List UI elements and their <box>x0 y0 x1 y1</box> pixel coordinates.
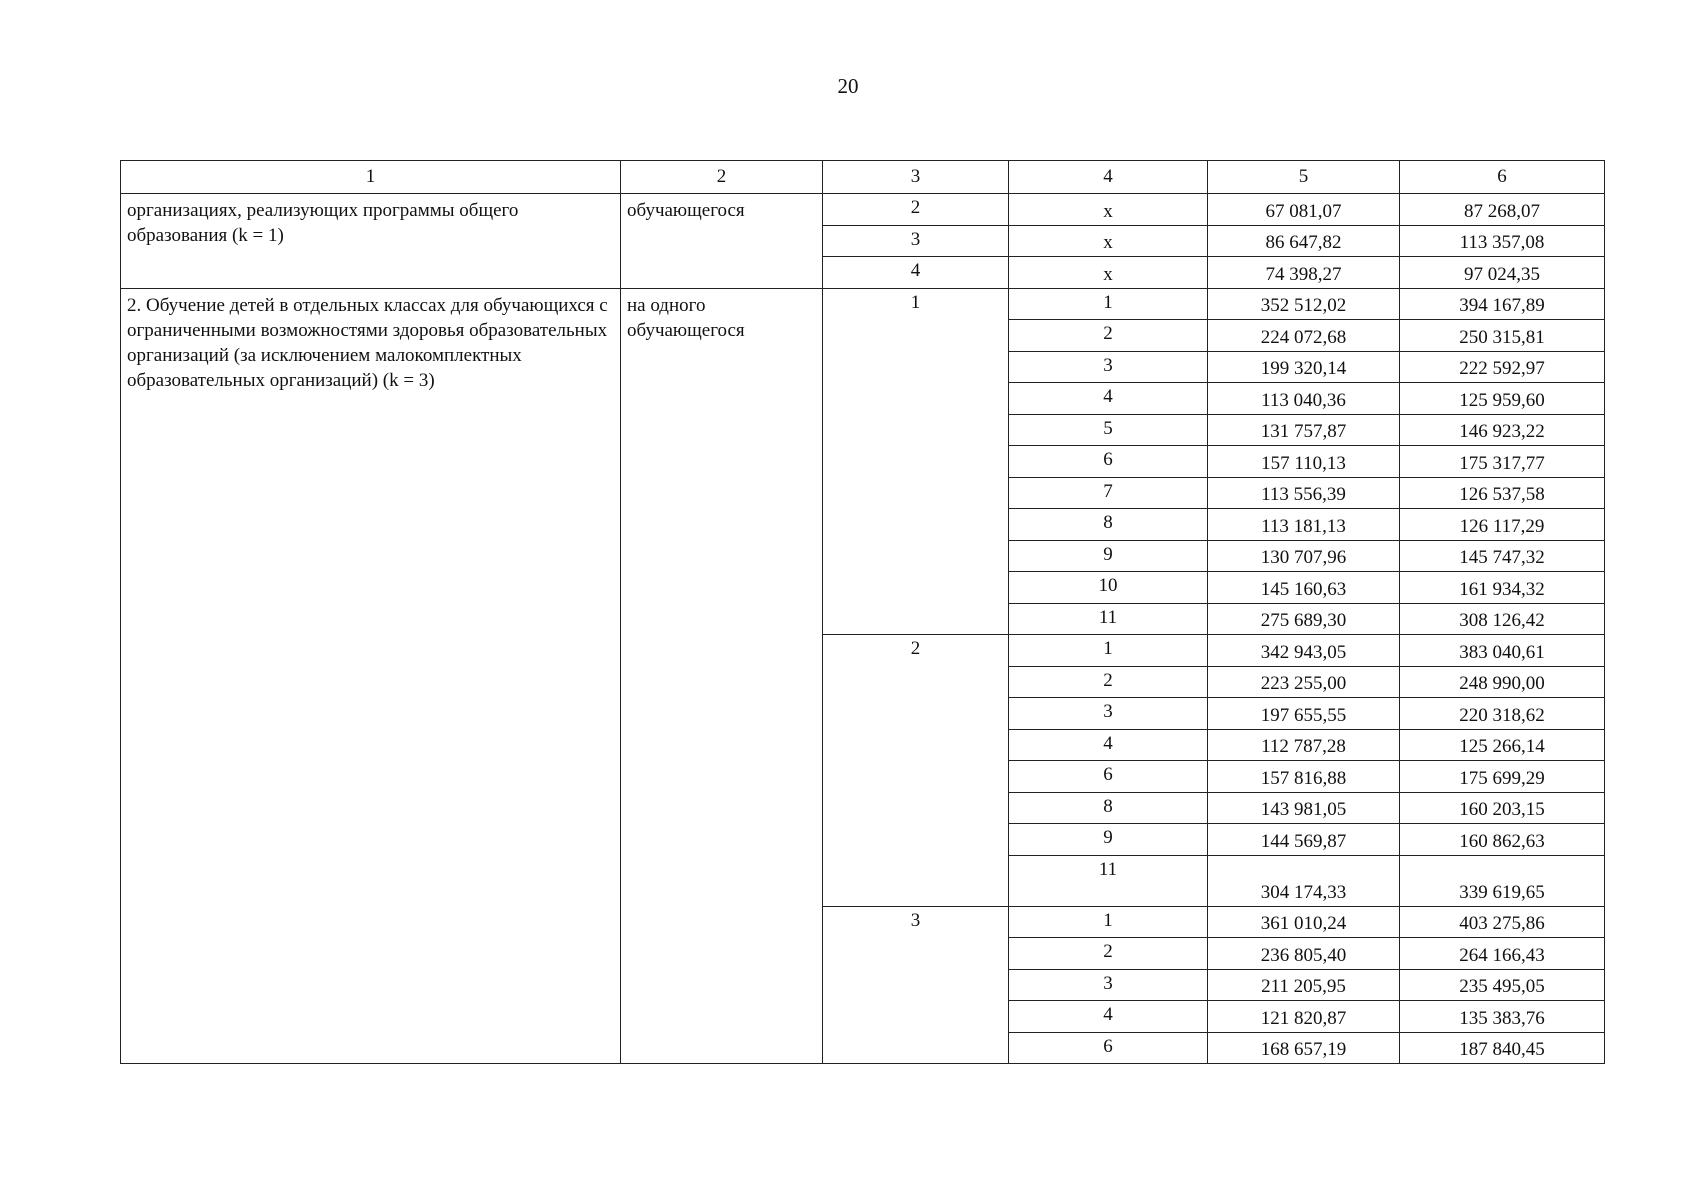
class-cell: 8 <box>1009 792 1208 824</box>
value-cell-col6: 308 126,42 <box>1400 603 1605 635</box>
value-cell-col5: 113 040,36 <box>1208 383 1400 415</box>
block1-col5: 86 647,82 <box>1208 225 1400 257</box>
class-cell: 4 <box>1009 729 1208 761</box>
block2-unit: на одного обучающегося <box>621 288 823 1064</box>
value-cell-col6: 222 592,97 <box>1400 351 1605 383</box>
value-cell-col6: 175 317,77 <box>1400 446 1605 478</box>
class-cell: 3 <box>1009 698 1208 730</box>
group-2-label: 2 <box>823 635 1009 907</box>
value-cell-col6: 145 747,32 <box>1400 540 1605 572</box>
value-cell-col6: 126 117,29 <box>1400 509 1605 541</box>
class-cell: 10 <box>1009 572 1208 604</box>
group-3-label: 3 <box>823 906 1009 1064</box>
block1-col4: х <box>1009 225 1208 257</box>
value-cell-col5: 168 657,19 <box>1208 1032 1400 1064</box>
block1-unit: обучающегося <box>621 194 823 289</box>
block2-description: 2. Обучение детей в отдельных классах для обучающихся с ограниченными возможностями здоровья образовательных организаций (за исключением малокомплектных образовательных организаций) (k = 3) <box>121 288 621 1064</box>
value-cell-col6: 146 923,22 <box>1400 414 1605 446</box>
class-cell: 1 <box>1009 906 1208 938</box>
value-cell-col5: 113 181,13 <box>1208 509 1400 541</box>
value-cell-col6: 394 167,89 <box>1400 288 1605 320</box>
value-cell-col6: 250 315,81 <box>1400 320 1605 352</box>
value-cell-col5: 197 655,55 <box>1208 698 1400 730</box>
header-cell-3: 3 <box>823 161 1009 194</box>
value-cell-col5: 304 174,33 <box>1208 855 1400 906</box>
value-cell-col5: 223 255,00 <box>1208 666 1400 698</box>
value-cell-col5: 145 160,63 <box>1208 572 1400 604</box>
class-cell: 8 <box>1009 509 1208 541</box>
value-cell-col6: 339 619,65 <box>1400 855 1605 906</box>
value-cell-col5: 236 805,40 <box>1208 938 1400 970</box>
value-cell-col5: 121 820,87 <box>1208 1001 1400 1033</box>
value-cell-col5: 157 816,88 <box>1208 761 1400 793</box>
header-cell-4: 4 <box>1009 161 1208 194</box>
value-cell-col6: 135 383,76 <box>1400 1001 1605 1033</box>
value-cell-col6: 161 934,32 <box>1400 572 1605 604</box>
value-cell-col5: 342 943,05 <box>1208 635 1400 667</box>
value-cell-col6: 403 275,86 <box>1400 906 1605 938</box>
block1-col5: 74 398,27 <box>1208 257 1400 289</box>
class-cell: 2 <box>1009 666 1208 698</box>
value-cell-col5: 275 689,30 <box>1208 603 1400 635</box>
class-cell: 5 <box>1009 414 1208 446</box>
block1-col6: 87 268,07 <box>1400 194 1605 226</box>
value-cell-col5: 143 981,05 <box>1208 792 1400 824</box>
header-cell-5: 5 <box>1208 161 1400 194</box>
class-cell: 1 <box>1009 288 1208 320</box>
class-cell: 11 <box>1009 603 1208 635</box>
group-1-label: 1 <box>823 288 1009 635</box>
class-cell: 3 <box>1009 351 1208 383</box>
value-cell-col5: 199 320,14 <box>1208 351 1400 383</box>
value-cell-col5: 157 110,13 <box>1208 446 1400 478</box>
class-cell: 9 <box>1009 540 1208 572</box>
class-cell: 4 <box>1009 383 1208 415</box>
class-cell: 6 <box>1009 446 1208 478</box>
table-row <box>121 194 1605 226</box>
class-cell: 7 <box>1009 477 1208 509</box>
block1-col4: х <box>1009 194 1208 226</box>
value-cell-col6: 126 537,58 <box>1400 477 1605 509</box>
value-cell-col6: 235 495,05 <box>1400 969 1605 1001</box>
block1-col3: 4 <box>823 257 1009 289</box>
value-cell-col5: 112 787,28 <box>1208 729 1400 761</box>
class-cell: 6 <box>1009 761 1208 793</box>
value-cell-col6: 160 862,63 <box>1400 824 1605 856</box>
header-cell-2: 2 <box>621 161 823 194</box>
class-cell: 11 <box>1009 855 1208 906</box>
value-cell-col5: 131 757,87 <box>1208 414 1400 446</box>
value-cell-col5: 144 569,87 <box>1208 824 1400 856</box>
class-cell: 6 <box>1009 1032 1208 1064</box>
value-cell-col6: 187 840,45 <box>1400 1032 1605 1064</box>
class-cell: 1 <box>1009 635 1208 667</box>
class-cell: 2 <box>1009 938 1208 970</box>
block1-col3: 3 <box>823 225 1009 257</box>
value-cell-col6: 264 166,43 <box>1400 938 1605 970</box>
block1-col4: х <box>1009 257 1208 289</box>
header-row <box>121 161 1605 194</box>
value-cell-col5: 130 707,96 <box>1208 540 1400 572</box>
value-cell-col6: 125 959,60 <box>1400 383 1605 415</box>
value-cell-col6: 248 990,00 <box>1400 666 1605 698</box>
class-cell: 2 <box>1009 320 1208 352</box>
value-cell-col6: 383 040,61 <box>1400 635 1605 667</box>
value-cell-col5: 352 512,02 <box>1208 288 1400 320</box>
value-cell-col6: 125 266,14 <box>1400 729 1605 761</box>
value-cell-col6: 160 203,15 <box>1400 792 1605 824</box>
norms-table <box>120 160 1605 1064</box>
value-cell-col5: 224 072,68 <box>1208 320 1400 352</box>
block1-col6: 97 024,35 <box>1400 257 1605 289</box>
table-row <box>121 288 1605 320</box>
value-cell-col5: 211 205,95 <box>1208 969 1400 1001</box>
header-cell-6: 6 <box>1400 161 1605 194</box>
header-cell-1: 1 <box>121 161 621 194</box>
value-cell-col5: 113 556,39 <box>1208 477 1400 509</box>
block1-col3: 2 <box>823 194 1009 226</box>
class-cell: 4 <box>1009 1001 1208 1033</box>
value-cell-col6: 220 318,62 <box>1400 698 1605 730</box>
page-number: 20 <box>837 74 859 98</box>
class-cell: 9 <box>1009 824 1208 856</box>
value-cell-col6: 175 699,29 <box>1400 761 1605 793</box>
block1-description: организациях, реализующих программы общего образования (k = 1) <box>121 194 621 289</box>
block1-col6: 113 357,08 <box>1400 225 1605 257</box>
class-cell: 3 <box>1009 969 1208 1001</box>
value-cell-col5: 361 010,24 <box>1208 906 1400 938</box>
block1-col5: 67 081,07 <box>1208 194 1400 226</box>
